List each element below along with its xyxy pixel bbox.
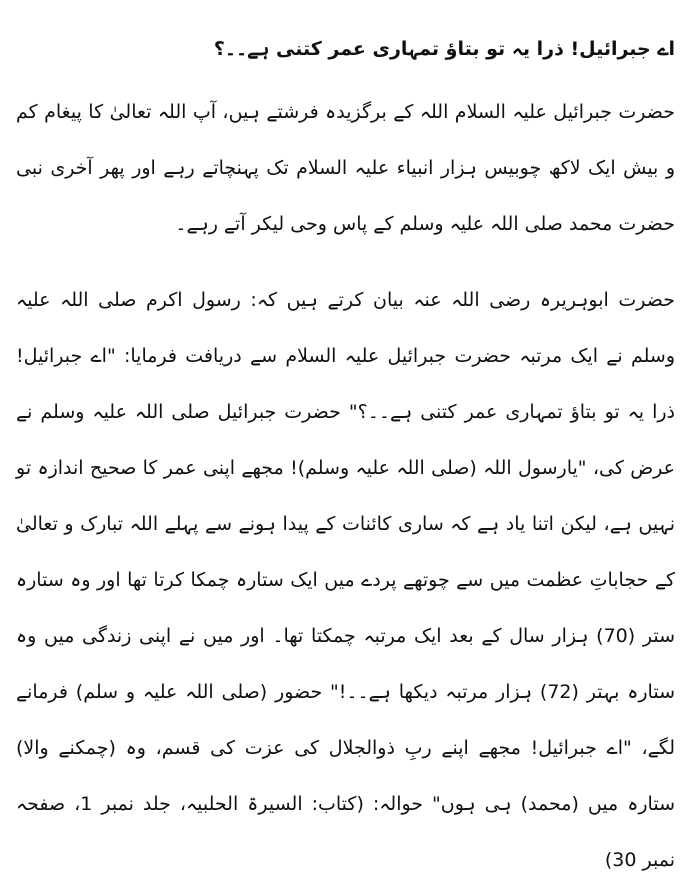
hadith-paragraph: حضرت ابوہریرہ رضی اللہ عنہ بیان کرتے ہیں کہ: رسول اکرم صلی اللہ علیہ وسلم نے ایک مرتبہ حضرت جبرائیل علیہ السلام سے دریافت فرمایا: "اے جبرائیل! ذرا یہ تو بتاؤ تمہاری عمر کتنی ہے۔۔؟" حضرت جبرائیل صلی اللہ علیہ وسلم نے عرض کی، "یارسول اللہ (صلی اللہ علیہ وسلم)! مجھے اپنی عمر کا صحیح اندازہ تو نہیں ہے، لیکن اتنا یاد ہے کہ ساری کائنات کے پیدا ہونے سے پہلے اللہ تبارک و تعالیٰ کے حجاباتِ عظمت میں سے چوتھے پردے میں ایک ستارہ چمکا کرتا تھا اور وہ ستارہ ستر (70) ہزار سال کے بعد ایک مرتبہ چمکتا تھا۔ اور میں نے اپنی زندگی میں وہ ستارہ بہتر (72) ہزار مرتبہ دیکھا ہے۔۔!" حضور (صلی اللہ علیہ و سلم) فرمانے لگے، "اے جبرائیل! مجھے اپنے ربِ ذوالجلال کی عزت کی قسم، وہ (چمکنے والا) ستارہ میں (محمد) ہی ہوں" حوالہ: (کتاب: السیرۃ الحلبیہ، جلد نمبر 1، صفحہ نمبر 30) (16, 289, 676, 871)
article-heading: اے جبرائیل! ذرا یہ تو بتاؤ تمہاری عمر کتنی ہے۔۔؟ (213, 38, 675, 60)
intro-paragraph: حضرت جبرائیل علیہ السلام اللہ کے برگزیدہ فرشتے ہیں، آپ اللہ تعالیٰ کا پیغام کم و بیش ایک لاکھ چوبیس ہزار انبیاء علیہ السلام تک پہنچاتے رہے اور پھر آخری نبی حضرت محمد صلی اللہ علیہ وسلم کے پاس وحی لیکر آتے رہے۔ (16, 101, 675, 235)
